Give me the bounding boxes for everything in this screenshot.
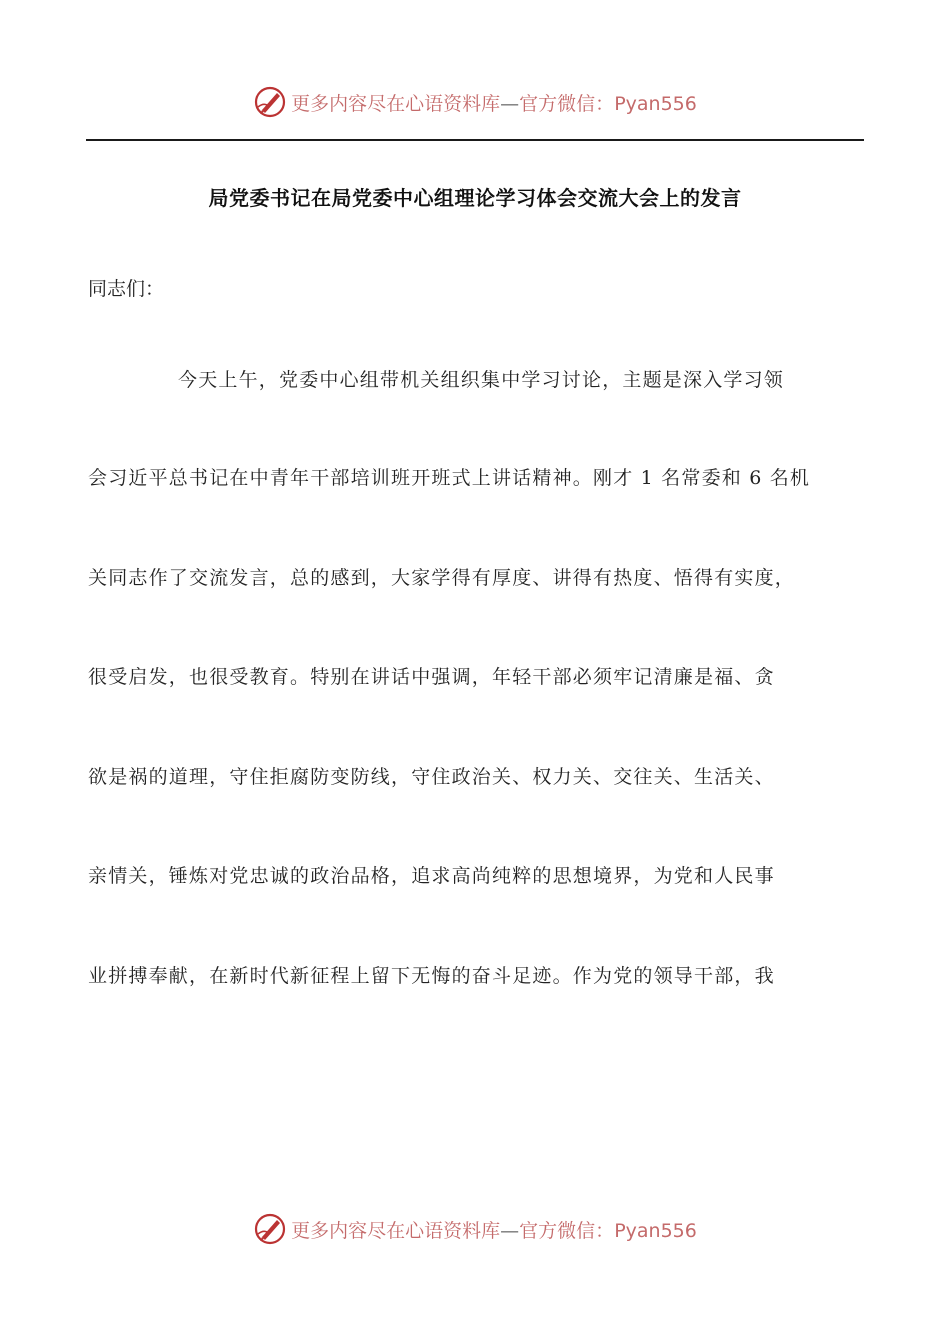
brand-separator: — (500, 1219, 520, 1242)
document-title: 局党委书记在局党委中心组理论学习体会交流大会上的发言 (208, 186, 742, 210)
body-line: 很受启发，也很受教育。特别在讲话中强调，年轻干部必须牢记清廉是福、贪 (88, 666, 775, 688)
wechat-label: 官方微信： (519, 1219, 615, 1242)
body-line: 今天上午，党委中心组带机关组织集中学习讨论，主题是深入学习领 (178, 369, 785, 391)
header-divider (86, 139, 864, 141)
body-line: 会习近平总书记在中青年干部培训班开班式上讲话精神。刚才 1 名常委和 6 名机 (88, 467, 811, 489)
brand-caption (291, 1216, 697, 1243)
greeting: 同志们： (88, 278, 165, 300)
body-line: 欲是祸的道理，守住拒腐防变防线，守住政治关、权力关、交往关、生活关、 (88, 766, 775, 788)
body-line: 业拼搏奉献，在新时代新征程上留下无悔的奋斗足迹。作为党的领导干部，我 (88, 965, 775, 987)
brand-text: 更多内容尽在心语资料库 (291, 92, 501, 115)
brand-text: 更多内容尽在心语资料库 (291, 1219, 501, 1242)
body-line: 关同志作了交流发言，总的感到，大家学得有厚度、讲得有热度、悟得有实度， (88, 567, 796, 589)
header-brand (0, 84, 950, 120)
body-line: 亲情关，锤炼对党忠诚的政治品格，追求高尚纯粹的思想境界，为党和人民事 (88, 865, 775, 887)
brand-caption (291, 89, 697, 116)
wechat-id: Pyan556 (614, 92, 697, 115)
wechat-label: 官方微信： (519, 92, 615, 115)
footer-brand (0, 1211, 950, 1247)
pen-logo-icon (253, 85, 287, 119)
brand-separator: — (500, 92, 520, 115)
wechat-id: Pyan556 (614, 1219, 697, 1242)
pen-logo-icon (253, 1212, 287, 1246)
